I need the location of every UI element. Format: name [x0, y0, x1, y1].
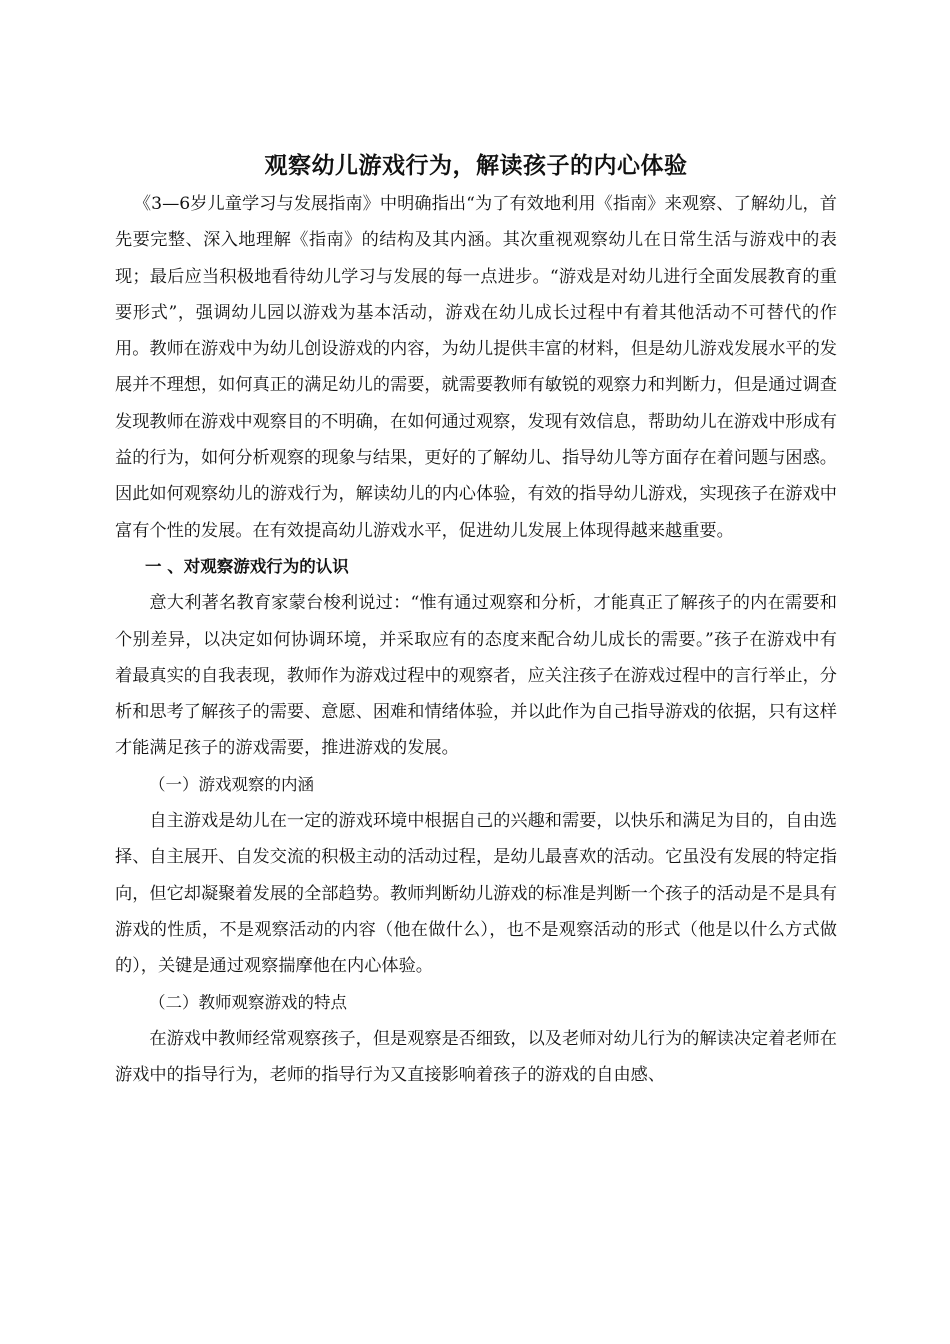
subsection-heading-1: （一）游戏观察的内涵	[149, 774, 314, 794]
subsection-2-paragraph: 在游戏中教师经常观察孩子，但是观察是否细致，以及老师对幼儿行为的解读决定着老师在游戏中的指导行为，老师的指导行为又直接影响着孩子的游戏的自由感、	[115, 1028, 837, 1086]
intro-paragraph: 《3—6岁儿童学习与发展指南》中明确指出“为了有效地利用《指南》来观察、了解幼儿，首先要完整、深入地理解《指南》的结构及其内涵。其次重视观察幼儿在日常生活与游戏中的表现；最后应当积极地看待幼儿学习与发展的每一点进步。“游戏是对幼儿进行全面发展教育的重要形式”，强调幼儿园以游戏为基本活动，游戏在幼儿成长过程中有着其他活动不可替代的作用。教师在游戏中为幼儿创设游戏的内容，为幼儿提供丰富的材料，但是幼儿游戏发展水平的发展并不理想，如何真正的满足幼儿的需要，就需要教师有敏锐的观察力和判断力，但是通过调查发现教师在游戏中观察目的不明确，在如何通过观察，发现有效信息，帮助幼儿在游戏中形成有益的行为，如何分析观察的现象与结果，更好的了解幼儿、指导幼儿等方面存在着问题与困惑。因此如何观察幼儿的游戏行为，解读幼儿的内心体验，有效的指导幼儿游戏，实现孩子在游戏中富有个性的发展。在有效提高幼儿游戏水平，促进幼儿发展上体现得越来越重要。	[115, 194, 837, 541]
section-1-paragraph: 意大利著名教育家蒙台梭利说过：“惟有通过观察和分析，才能真正了解孩子的内在需要和个别差异，以决定如何协调环境，并采取应有的态度来配合幼儿成长的需要。”孩子在游戏中有着最真实的自我表现，教师作为游戏过程中的观察者，应关注孩子在游戏过程中的言行举止，分析和思考了解孩子的需要、意愿、困难和情绪体验，并以此作为自己指导游戏的依据，只有这样才能满足孩子的游戏需要，推进游戏的发展。	[115, 593, 837, 759]
subsection-1-paragraph: 自主游戏是幼儿在一定的游戏环境中根据自己的兴趣和需要，以快乐和满足为目的，自由选择、自主展开、自发交流的积极主动的活动过程，是幼儿最喜欢的活动。它虽没有发展的特定指向，但它却凝聚着发展的全部趋势。教师判断幼儿游戏的标准是判断一个孩子的活动是不是具有游戏的性质，不是观察活动的内容（他在做什么），也不是观察活动的形式（他是以什么方式做的），关键是通过观察揣摩他在内心体验。	[115, 811, 837, 977]
section-heading-1: 一 、对观察游戏行为的认识	[145, 556, 349, 576]
document-title: 观察幼儿游戏行为，解读孩子的内心体验	[264, 152, 688, 179]
document-page	[115, 148, 837, 1093]
subsection-heading-2: （二）教师观察游戏的特点	[149, 992, 347, 1012]
